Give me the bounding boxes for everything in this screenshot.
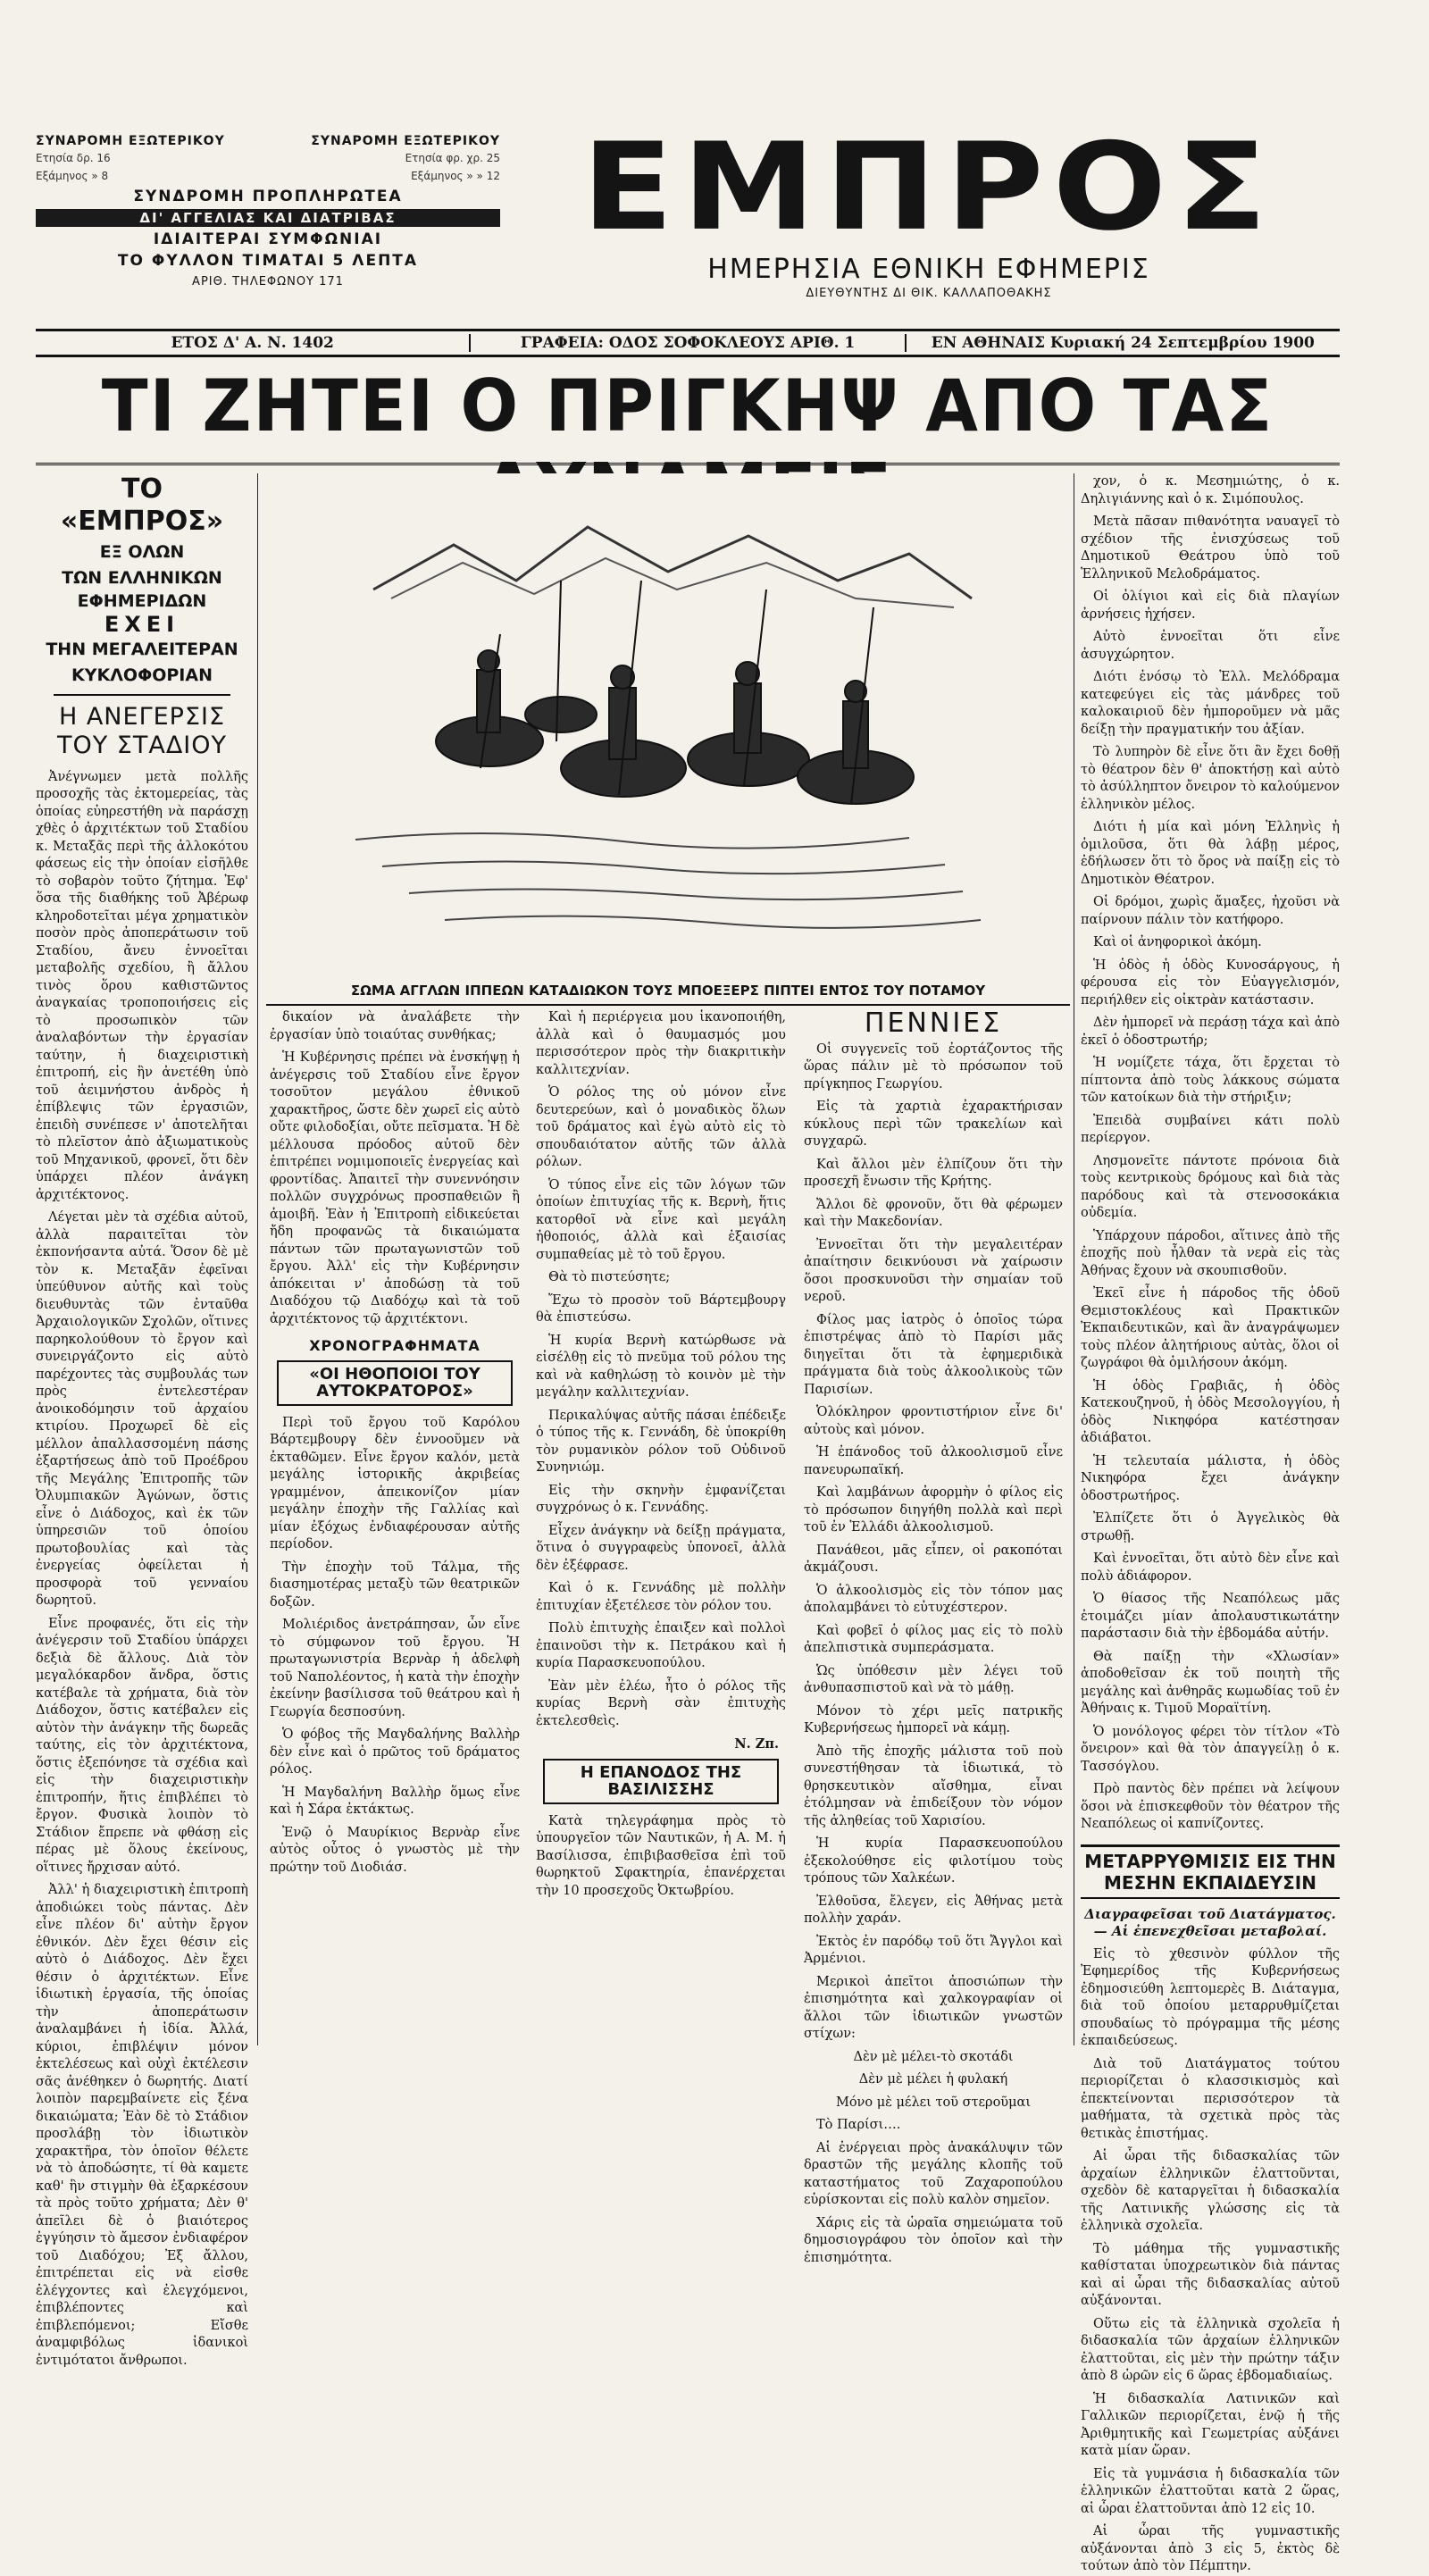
- article-title-pennies: ΠΕΝΝΙΕΣ: [864, 1008, 1003, 1039]
- verse-line: Μόνο μὲ μέλει τοῦ στεροῦμαι: [835, 2095, 1032, 2110]
- promo-line-2: ΕΞ ΟΛΩΝ: [99, 542, 185, 562]
- article-paragraph: Καὶ ἡ περιέργεια μου ἱκανοποιήθη, ἀλλὰ καὶ ὁ θαυμασμός μου περισσότερον πρὸς τὴν διακριτικὴν καλλιτεχνίαν.: [536, 1010, 786, 1077]
- article-paragraph: Ἡ Μαγδαλήνη Βαλλὴρ ὅμως εἶνε καὶ ἡ Σάρα ἐκτάκτως.: [270, 1785, 520, 1817]
- article-title-stadium: Η ΑΝΕΓΕΡΣΙΣ ΤΟΥ ΣΤΑΔΙΟΥ: [56, 702, 228, 759]
- article-subtitle-education-reform: Διαγραφεῖσαι τοῦ Διατάγματος. — Αἱ ἐπενεχθεῖσαι μεταβολαί.: [1084, 1905, 1336, 1939]
- illustration-area: [266, 473, 1070, 1000]
- subscription-domestic-label: ΣΥΝΑΡΟΜΗ ΕΞΩΤΕΡΙΚΟΥ: [36, 134, 225, 148]
- illustration-rule: [266, 1004, 1070, 1006]
- subscription-foreign-label: ΣΥΝΑΡΟΜΗ ΕΞΩΤΕΡΙΚΟΥ: [311, 134, 500, 148]
- article-paragraph: Τὸ μάθημα τῆς γυμναστικῆς καθίσταται ὑποχρεωτικὸν διὰ πάντας καὶ αἱ ὧραι τῆς διδασκαλίας αὐτοῦ αὐξάνονται.: [1081, 2241, 1340, 2308]
- promo-line-3: ΤΩΝ ΕΛΛΗΝΙΚΩΝ ΕΦΗΜΕΡΙΔΩΝ: [62, 568, 222, 611]
- article-paragraph: Μολιέριδος ἀνετράπησαν, ὧν εἶνε τὸ σύμφωνον τοῦ ἔργου. Ἡ πρωταγωνιστρία Βερνὰρ ἡ ἀδελφὴ τοῦ Ναπολέοντος, ἡ κατὰ τὴν ἐποχὴν ἐκείνην βασίλισσα τοῦ θεάτρου καὶ ἡ Γεωργία δεσποσύνη.: [270, 1618, 520, 1719]
- article-paragraph: Καὶ ἄλλοι μὲν ἐλπίζουν ὅτι τὴν προσεχῆ ἔνωσιν τῆς Κρήτης.: [804, 1157, 1063, 1189]
- author-signature: Ν. Ζπ.: [734, 1736, 779, 1752]
- article-paragraph: Καὶ λαμβάνων ἀφορμὴν ὁ φίλος εἰς τὸ πρόσωπον διηγήθη πολλὰ καὶ περὶ τοῦ ἐν Ἑλλάδι ἀλκοολισμοῦ.: [804, 1485, 1063, 1535]
- article-paragraph: Καὶ φοβεῖ ὁ φίλος μας εἰς τὸ πολὺ ἀπελπιστικὰ συμπεράσματα.: [804, 1623, 1063, 1655]
- article-paragraph: Πρὸ παντὸς δὲν πρέπει νὰ λείψουν ὅσοι νὰ ἐπισκεφθοῦν τὸν θέατρον τῆς Νεαπόλεως οἱ καπνίζοντες.: [1081, 1782, 1340, 1831]
- verse-line: Δὲν μὲ μέλει-τὸ σκοτάδι: [853, 2049, 1014, 2064]
- promo-line-4: ΕΧΕΙ: [104, 612, 180, 637]
- article-paragraph: Εἰς τὸ χθεσινὸν φύλλον τῆς Ἐφημερίδος τῆς Κυβερνήσεως ἐδημοσιεύθη λεπτομερὲς Β. Διάταγμα, διὰ τοῦ ὁποίου μεταρρυθμίζεται σπουδαίως τὸ πρόγραμμα τῆς μέσης ἐκπαιδεύσεως.: [1081, 1946, 1340, 2048]
- newspaper-subtitle: ΗΜΕΡΗΣΙΑ ΕΘΝΙΚΗ ΕΦΗΜΕΡΙΣ: [707, 254, 1150, 285]
- article-paragraph: Λησμονεῖτε πάντοτε πρόνοια διὰ τοὺς κεντρικοὺς δρόμους καὶ διὰ τὰς παρόδους καὶ τὰ στενοσοκάκια οὐδεμία.: [1081, 1153, 1340, 1220]
- subscription-box: [36, 134, 500, 289]
- phone-number: ΑΡΙΘ. ΤΗΛΕΦΩΝΟΥ 171: [192, 275, 344, 289]
- column-5: [1081, 473, 1340, 2573]
- article-paragraph: Πολὺ ἐπιτυχὴς ἐπαιξεν καὶ πολλοὶ ἐπαινοῦσι τὴν κ. Πετράκου καὶ ἡ κυρία Παρασκευοπούλου.: [536, 1621, 786, 1670]
- article-paragraph: Περικαλύψας αὐτῆς πάσαι ἐπέδειξε ὁ τύπος τῆς κ. Γεννάδη, δὲ ὑποκρίθη τὸν ρυμανικὸν ρόλον τοῦ Οὐδινοῦ Συνηνιώμ.: [536, 1408, 786, 1475]
- main-headline: ΤΙ ΖΗΤΕΙ Ο ΠΡΙΓΚΗΨ ΑΠΟ ΤΑΣ: [101, 364, 1274, 447]
- article-paragraph: Εἰς τὰ γυμνάσια ἡ διδασκαλία τῶν ἑλληνικῶν ἐλαττοῦται κατὰ 2 ὥρας, αἱ ὧραι ἐλαττοῦνται ἀπὸ 12 εἰς 10.: [1081, 2466, 1340, 2516]
- article-paragraph: Περὶ τοῦ ἔργου τοῦ Καρόλου Βάρτεμβουργ δὲν ἐννοοῦμεν νὰ ἐκταθῶμεν. Εἶνε ἔργον καλόν, μετὰ μεγάλης ἱστορικῆς ἀκριβείας γραμμένον, ἀπεικονίζον μίαν μεγάλην ἐποχὴν τῆς Γαλλίας καὶ μίαν ἐξόχως ἐνδιαφέρουσαν αὐτῆς περίοδον.: [270, 1415, 520, 1551]
- article-paragraph: Ὁ θίασος τῆς Νεαπόλεως μᾶς ἐτοιμάζει μίαν ἀπολαυστικωτάτην παράστασιν διὰ τὴν ἑβδομάδα αὐτήν.: [1081, 1592, 1340, 1641]
- article-paragraph: Αἱ ὧραι τῆς διδασκαλίας τῶν ἀρχαίων ἑλληνικῶν ἐλαττοῦνται, σχεδὸν δὲ καταργεῖται ἡ διδασκαλία τῆς Λατινικῆς γλώσσης εἰς τὰ ἑλληνικὰ σχολεῖα.: [1081, 2149, 1340, 2233]
- article-paragraph: Αὐτὸ ἐννοεῖται ὅτι εἶνε ἀσυγχώρητον.: [1081, 630, 1340, 662]
- article-paragraph: Ἐλθοῦσα, ἔλεγεν, εἰς Ἀθήνας μετὰ πολλὴν χαράν.: [804, 1894, 1063, 1926]
- article-paragraph: Ἐλπίζετε ὅτι ὁ Ἀγγελικὸς θὰ στρωθῇ.: [1081, 1511, 1340, 1543]
- article-paragraph: Ὡς ὑπόθεσιν μὲν λέγει τοῦ ἀνθυπασπιστοῦ καὶ νὰ τὸ μάθῃ.: [804, 1663, 1063, 1695]
- divider: [54, 694, 230, 696]
- article-paragraph: Ἄλλοι δὲ φρονοῦν, ὅτι θὰ φέρωμεν καὶ τὴν Μακεδονίαν.: [804, 1197, 1063, 1229]
- article-paragraph: Ἀνέγνωμεν μετὰ πολλῆς προσοχῆς τὰς ἐκτομερείας, τὰς ὁποίας εὐηρεστήθη νὰ παράσχῃ χθὲς ὁ ἀρχιτέκτων τοῦ Σταδίου κ. Μεταξᾶς περὶ τῆς ἀλλοκότου φάσεως εἰς τὴν ὁποίαν εἰσῆλθε τὸ σοβαρὸν τοῦτο ζήτημα. Ἐφ' ὅσα τῆς διαθήκης τοῦ Ἀβέρωφ κληροδοτεῖται μέγα χρηματικὸν ποσὸν πρὸς ἀποπεράτωσιν τοῦ Σταδίου, ἄνευ ἐννοεῖται μεταβολῆς σχεδίου, ἢ ἄλλου τινὸς ὅρου καθιστῶντος ἀναγκαίας τροποποιήσεις εἰς τὸ προσωπικὸν τῶν ἀναλαβόντων τὴν ἐργασίαν ταύτην, ἡ διαχειριστικὴ ἐπιτροπή, εἰς ἣν ἀνετέθη ὑπὸ τοῦ ἀειμνήστου ἀνδρὸς ἡ ἐπίβλεψις τῶν ἐργασιῶν, ἐπειδὴ συνέπεσε ν' ἀποτελῆται τὸ πλεῖστον ἀπὸ ἀξιωματικοὺς τοῦ Μηχανικοῦ, φρονεῖ, ὅτι δὲν ὑπάρχει πλέον ἀνάγκη ἀρχιτέκτονος.: [36, 769, 248, 1202]
- article-paragraph: Οἱ δρόμοι, χωρὶς ἄμαξες, ἠχοῦσι νὰ παίρνουν πάλιν τὸν κατήφορο.: [1081, 895, 1340, 927]
- article-paragraph: Ἐὰν μὲν ἐλέω, ἦτο ὁ ρόλος τῆς κυρίας Βερνὴ σὰν ἐπιτυχὴς ἐκτελεσθεὶς.: [536, 1678, 786, 1728]
- article-paragraph: δικαίον νὰ ἀναλάβετε τὴν ἐργασίαν ὑπὸ τοιαύτας συνθήκας;: [270, 1010, 520, 1042]
- article-paragraph: Τὸ Παρίσι….: [816, 2118, 901, 2132]
- column-4: [804, 1008, 1063, 2265]
- article-paragraph: Θὰ παίξῃ τὴν «Χλωσίαν» ἀποδοθεῖσαν ἐκ τοῦ ποιητὴ τῆς μεγάλης καὶ ἀνθηρᾶς κωμωδίας τοῦ ἐν Ἀθήναις κ. Τιμοῦ Μοραϊτίνη.: [1081, 1649, 1340, 1716]
- article-paragraph: Οὕτω εἰς τὰ ἑλληνικὰ σχολεῖα ἡ διδασκαλία τῶν ἀρχαίων ἑλληνικῶν ἐλαττοῦται, εἰς μὲν τὴν πρώτην τάξιν ἀπὸ 8 ὡρῶν εἰς 6 ὥρας ἑβδομαδιαίως.: [1081, 2316, 1340, 2383]
- article-paragraph: Καὶ ἐννοεῖται, ὅτι αὐτὸ δὲν εἶνε καὶ πολὺ ἀδιάφορον.: [1081, 1551, 1340, 1584]
- issue-price: ΤΟ ΦΥΛΛΟΝ ΤΙΜΑΤΑΙ 5 ΛΕΠΤΑ: [117, 252, 419, 270]
- article-paragraph: Αἱ ἐνέργειαι πρὸς ἀνακάλυψιν τῶν δραστῶν τῆς μεγάλης κλοπῆς τοῦ καταστήματος τοῦ Ζαχαροπούλου εὑρίσκονται εἰς πολὺ καλὸν σημεῖον.: [804, 2140, 1063, 2207]
- article-paragraph: Τὸ λυπηρὸν δὲ εἶνε ὅτι ἂν ἔχει δοθῇ τὸ θέατρον δὲν θ' ἀποκτήσῃ καὶ αὐτὸ τὸ ἀσύλληπτον ὄνειρον τὸ καλούμενον ἑλληνικὸν μέλος.: [1081, 745, 1340, 812]
- article-paragraph: Ὁ φόβος τῆς Μαγδαλήνης Βαλλὴρ δὲν εἶνε καὶ ὁ πρῶτος τοῦ δράματος ρόλος.: [270, 1727, 520, 1777]
- article-title-queen-return: Η ΕΠΑΝΟΔΟΣ ΤΗΣ ΒΑΣΙΛΙΣΣΗΣ: [543, 1759, 779, 1804]
- special-agreements: ΙΔΙΑΙΤΕΡΑΙ ΣΥΜΦΩΝΙΑΙ: [153, 230, 383, 248]
- article-paragraph: Ἡ νομίζετε τάχα, ὅτι ἔρχεται τὸ πίπτοντα ἀπὸ τοὺς λάκκους σώματα τῶν κατοίκων διὰ τὴν στήριξιν;: [1081, 1056, 1340, 1105]
- article-paragraph: Διὰ τοῦ Διατάγματος τούτου περιορίζεται ὁ κλασσικισμὸς καὶ ἐπεκτείνονται περισσότερον τὰ μαθήματα, τὰ σχετικὰ πρὸς τὰς θετικὰς ἐπιστήμας.: [1081, 2056, 1340, 2141]
- director-line: ΔΙΕΥΘΥΝΤΗΣ ΔΙ ΘΙΚ. ΚΑΛΛΑΠΟΘΑΚΗΣ: [806, 287, 1052, 300]
- article-paragraph: Ἡ τελευταία μάλιστα, ἡ ὁδὸς Νικηφόρα ἔχει ἀνάγκην ὁδοστρωτήρος.: [1081, 1453, 1340, 1503]
- article-paragraph: Ἀλλ' ἡ διαχειριστικὴ ἐπιτροπὴ ἀποδιώκει τοὺς πάντας. Δὲν εἶνε πλέον δι' αὐτὴν ἔργον ἐθνικόν. Δὲν ἔχει θέσιν εἰς αὐτὸ ὁ Διάδοχος. Δὲν ἔχει θέσιν ὁ ἀρχιτέκτων. Εἶνε ἰδιωτικὴ ἐργασία, τῆς ὁποίας τὴν ἀποπεράτωσιν ἀναλαμβάνει ἡ ἰδία. Ἀλλά, κύριοι, ἐπιβλέψιν μόνον ἐκτελέσεως καὶ οὐχὶ ἐκτέλεσιν σᾶς ἀνέθηκεν ὁ δωρητής. Διατί λοιπὸν παρεμβαίνετε εἰς ξένα δικαιώματα; Ἐὰν δὲ τὸ Στάδιον προσλάβῃ τὸν ἰδιωτικὸν χαρακτῆρα, τὸν ὁποῖον θέλετε νὰ τὸ ἀποδώσητε, τί θὰ καμετε καθ' ἣν στιγμὴν θὰ ἐξαρκέσουν τὰ πρὸς τοῦτο χρήματα; Δὲν θ' ἀπεῖλει δὲ ὁ βιαιότερος ἐγγύησιν τὸ ἄμεσον ἐνδιαφέρον τοῦ Διαδόχου; Ἐξ ἄλλου, ἐπιτρέπεται εἰς νὰ εἰσθε ἐλέγχοντες καὶ ἐλεγχόμενοι, ἐπιβλέποντες καὶ ἐπιβλεπόμενοι; Εἴσθε ἀναμφιβόλως ἰδανικοὶ ἐντιμότατοι ἄνθρωποι.: [36, 1883, 248, 2368]
- article-paragraph: Ἐννοεῖται ὅτι τὴν μεγαλειτέραν ἀπαίτησιν δεικνύουσι νὰ χαίρωσιν ὅσοι προσκυνοῦσι τὴν σημαίαν τοῦ νεροῦ.: [804, 1237, 1063, 1304]
- newspaper-logo: [518, 117, 1340, 300]
- price-annual-foreign: Ετησία φρ. χρ. 25: [405, 152, 500, 164]
- article-paragraph: Καὶ οἱ ἀνηφορικοὶ ἀκόμη.: [1093, 935, 1262, 949]
- dateline-bar: [36, 329, 1340, 357]
- article-paragraph: Κατὰ τηλεγράφημα πρὸς τὸ ὑπουργεῖον τῶν Ναυτικῶν, ἡ Α. Μ. ἡ Βασίλισσα, ἐπιβιβασθεῖσα ἐπὶ τοῦ θωρηκτοῦ Σφακτηρία, ἐπανέρχεται τὴν 10 προσεχοῦς Ὀκτωβρίου.: [536, 1813, 786, 1898]
- article-paragraph: Αἱ ὧραι τῆς γυμναστικῆς αὐξάνονται ἀπὸ 3 εἰς 5, ἐκτὸς δὲ τούτων ἀπὸ τὸν Πέμπτην.: [1081, 2524, 1340, 2573]
- section-chronicles: ΧΡΟΝΟΓΡΑΦΗΜΑΤΑ: [309, 1337, 481, 1354]
- article-paragraph: Οἱ ὀλίγιοι καὶ εἰς διὰ πλαγίων ἀρνήσεις ἠχήσεν.: [1081, 590, 1340, 622]
- article-paragraph: Ὁ ρόλος της οὐ μόνον εἶνε δευτερεύων, καὶ ὁ μοναδικὸς ὅλων τοῦ δράματος καὶ ἐγὼ αὐτὸ εἰς τὸ σπουδαιότατον αὐτῆς τῶν ἀλλὰ ρόλων.: [536, 1085, 786, 1169]
- article-paragraph: Θὰ τὸ πιστεύσητε;: [548, 1270, 671, 1284]
- article-paragraph: Ὁ μονόλογος φέρει τὸν τίτλον «Τὸ ὄνειρον» καὶ θὰ τὸν ἀπαγγείλῃ ὁ κ. Τασσόγλου.: [1081, 1724, 1340, 1774]
- article-paragraph: Εἶχεν ἀνάγκην νὰ δείξῃ πράγματα, ὅτινα ὁ συγγραφεὺς ὑπονοεῖ, ἀλλὰ δὲν ἐξέφρασε.: [536, 1523, 786, 1573]
- article-paragraph: Ἐκεῖ εἶνε ἡ πάροδος τῆς ὁδοῦ Θεμιστοκλέους καὶ Πρακτικῶν Ἐκπαιδευτικῶν, καὶ ἂν ἀναγράψωμεν τοὺς πλέον ἀλητήριους αὐτὰς, ὅλοι οἱ ζωγράφοι θὰ ὁμιλήσουν ἀκόμη.: [1081, 1286, 1340, 1370]
- office-address: ΓΡΑΦΕΙΑ: ΟΔΟΣ ΣΟΦΟΚΛΕΟΥΣ ΑΡΙΘ. 1: [471, 334, 906, 352]
- article-paragraph: Ἔχω τὸ προσὸν τοῦ Βάρτεμβουργ θὰ ἐπιστεύσω.: [536, 1292, 786, 1325]
- article-paragraph: Εἰς τὰ χαρτιὰ ἐχαρακτήρισαν κύκλους περὶ τῶν τρακελίων καὶ συγχαρῶ.: [804, 1100, 1063, 1149]
- article-paragraph: Εἰς τὴν σκηνὴν ἐμφανίζεται συγχρόνως ὁ κ. Γεννάδης.: [536, 1483, 786, 1515]
- column-1: [36, 473, 248, 2368]
- article-paragraph: Φίλος μας ἰατρὸς ὁ ὁποῖος τώρα ἐπιστρέψας ἀπὸ τὸ Παρίσι μᾶς διηγεῖται ὅτι τὰ ἐφημεριδικὰ πράγματα διὰ τοὺς ἀλκοολικοὺς τῶν Παρισίων.: [804, 1312, 1063, 1397]
- article-paragraph: Μόνον τὸ χέρι μεῖς πατρικῆς Κυβερνήσεως ἠμπορεῖ νὰ κάμῃ.: [804, 1703, 1063, 1735]
- article-paragraph: Καὶ ὁ κ. Γεννάδης μὲ πολλὴν ἐπιτυχίαν ἐξετέλεσε τὸν ρόλον του.: [536, 1581, 786, 1613]
- article-paragraph: Δὲν ἠμπορεῖ νὰ περάσῃ τάχα καὶ ἀπὸ ἐκεῖ ὁ ὁδοστρωτήρ;: [1081, 1016, 1340, 1048]
- article-paragraph: Χάρις εἰς τὰ ὡραῖα σημειώματα τοῦ δημοσιογράφου τὸν ὁποῖον καὶ τὴν ἐπισημότητα.: [804, 2215, 1063, 2265]
- price-annual-domestic: Ετησία δρ. 16: [36, 152, 111, 164]
- article-paragraph: Ἡ διδασκαλία Λατινικῶν καὶ Γαλλικῶν περιορίζεται, ἐνῷ ἡ τῆς Ἀριθμητικῆς καὶ Γεωμετρίας αὐξάνει κατὰ μίαν ὥραν.: [1081, 2391, 1340, 2458]
- article-paragraph: Διότι ἡ μία καὶ μόνη Ἑλληνὶς ἡ ὁμιλοῦσα, ὅτι θὰ λάβῃ μέρος, ἐδήλωσεν ὅτι τὸ ὄρος νὰ παίξῃ εἰς τὸ Δημοτικὸν Θέατρον.: [1081, 820, 1340, 887]
- masthead: [36, 117, 1340, 326]
- promo-line-1: ΤΟ «ΕΜΠΡΟΣ»: [60, 473, 224, 537]
- ads-note: ΔΙ' ΑΓΓΕΛΙΑΣ ΚΑΙ ΔΙΑΤΡΙΒΑΣ: [36, 209, 500, 227]
- prepay-note: ΣΥΝΔΡΟΜΗ ΠΡΟΠΛΗΡΩΤΕΑ: [133, 188, 403, 205]
- article-paragraph: Ἐπειδὰ συμβαίνει κάτι πολὺ περίεργον.: [1081, 1113, 1340, 1145]
- column-3: [536, 1009, 786, 2045]
- article-paragraph: Μερικοὶ ἀπεῖτοι ἀποσιώπων τὴν ἐπισημότητα καὶ χαλκογραφίαν οἱ ἄλλοι τῶν ἰδιωτικῶν γνωστῶν στίχων:: [804, 1974, 1063, 2041]
- article-paragraph: Λέγεται μὲν τὰ σχέδια αὐτοῦ, ἀλλὰ παραιτεῖται τὸν ἐκπονήσαντα αὐτά. Ὅσον δὲ μὲ τὸν κ. Μεταξᾶν ἐφεῖναι ὑπεύθυνον αὐτῆς καὶ τοὺς διευθυντὰς τῶν ἐνταῦθα Ἀρχαιολογικῶν Σχολῶν, οἵτινες παρηκολούθουν τὸ ἔργον καὶ συνειργάζοντο εἰς αὐτὸ παρέχοντες τὰς συμβουλάς των πρὸς ἐντελεστέραν ἀνοικοδόμησιν τοῦ ἀρχαίου κτιρίου. Προχωρεῖ δὲ εἰς μέλλον ἀπαλλασσομένη πάσης ἐξαρτήσεως ἀπὸ τοῦ Προέδρου τῆς Μεγάλης Ἐπιτροπῆς τῶν Ὀλυμπιακῶν Ἀγώνων, ὅστις εἶνε ὁ Διάδοχος, καὶ ἐκ τῶν ὑπηρεσιῶν τοῦ ὁποίου πρωτοβουλίας καὶ τὰς ἐνεργείας ὀφείλεται ἡ προσφορὰ τοῦ γενναίου δωρητοῦ.: [36, 1210, 248, 1608]
- article-paragraph: Ἡ κυρία Παρασκευοπούλου ἐξεκολούθησε εἰς φιλοτίμου τοὺς τρόπους τῶν Χαλκέων.: [804, 1836, 1063, 1886]
- article-paragraph: Πανάθεοι, μᾶς εἶπεν, οἱ ρακοπόται ἀκμάζουσι.: [804, 1543, 1063, 1575]
- issue-number: ΕΤΟΣ Δ' Α. Ν. 1402: [36, 334, 471, 352]
- article-paragraph: Ὁλόκληρον φροντιστήριον εἶνε δι' αὐτοὺς καὶ μόνον.: [804, 1405, 1063, 1437]
- circulation-promo: [36, 473, 248, 696]
- article-paragraph: Ὁ ἀλκοολισμὸς εἰς τὸν τόπον μας ἀπολαμβάνει τὸ εὐτυχέστερον.: [804, 1583, 1063, 1615]
- price-half-domestic: Εξάμηνος » 8: [36, 170, 109, 182]
- article-paragraph: Ἡ ὁδὸς ἡ ὁδὸς Κυνοσάργους, ἡ φέρουσα εἰς τὸν Εὐαγγελισμόν, περιήλθεν εἰς οἰκτρὰν κατάστασιν.: [1081, 958, 1340, 1008]
- promo-line-6: ΚΥΚΛΟΦΟΡΙΑΝ: [71, 665, 213, 685]
- promo-line-5: ΤΗΝ ΜΕΓΑΛΕΙΤΕΡΑΝ: [46, 639, 238, 659]
- column-divider: [257, 473, 258, 2045]
- article-paragraph: Εἶνε προφανές, ὅτι εἰς τὴν ἀνέγερσιν τοῦ Σταδίου ὑπάρχει δεξιὰ δὲ ἄλλους. Διὰ τὸν μεγαλόκαρδον ἄνδρα, ὅστις κατέβαλε τὰ χρήματα, διὰ τὸν Διάδοχον, ὅστις κατέβαλεν εἰς αὐτὸν τὴν ἀνάγκην τῆς δωρεᾶς ταύτης, εἰς τὸν ἀρχιτέκτονα, ὅστις ἐξεπόνησε τὰ σχέδια καὶ εἰς τὴν διαχειριστικὴν ἐπιτροπήν, ἥτις ἐπιβλέπει τὸ ἔργον. Φυσικὰ λοιπὸν τὸ Στάδιον ἔπρεπε νὰ φθάσῃ εἰς πέρας μὲ ὅλους ἐκείνους, οἵτινες ἤρχισαν αὐτό.: [36, 1616, 248, 1875]
- article-paragraph: Ἡ κυρία Βερνὴ κατώρθωσε νὰ εἰσέλθῃ εἰς τὸ πνεῦμα τοῦ ρόλου της καὶ νὰ καθηλώσῃ τὸ κοινὸν μὲ τὴν μεγάλην καλλιτεχνίαν.: [536, 1333, 786, 1400]
- article-paragraph: Ἡ ὁδὸς Γραβιᾶς, ἡ ὁδὸς Κατεκουζηνοῦ, ἡ ὁδὸς Μεσολογγίου, ἡ ὁδὸς Νικηφόρα κατέστησαν ἀδιάβατοι.: [1081, 1378, 1340, 1445]
- article-paragraph: Ὁ τύπος εἶνε εἰς τῶν λόγων τῶν ὁποίων ἐπιτυχίας τῆς κ. Βερνὴ, ἥτις κατορθοῖ νὰ εἶνε καὶ μεγάλη ἠθοποιός, ἀλλὰ καὶ ἐξαισίας συμπαθείας μὲ τὸ τοῦ ἔργου.: [536, 1177, 786, 1262]
- headline-rule: [36, 463, 1340, 465]
- article-paragraph: Ὑπάρχουν πάροδοι, αἵτινες ἀπὸ τῆς ἐποχῆς ποὺ ἦλθαν τὰ νερὰ εἰς τὰς Ἀθήνας ἔχουν νὰ σκουπισθοῦν.: [1081, 1228, 1340, 1278]
- newspaper-title: ΕΜΠΡΟΣ: [581, 117, 1276, 258]
- article-paragraph: Διότι ἐνόσῳ τὸ Ἑλλ. Μελόδραμα κατεφεύγει εἰς τὰς μάνδρες τοῦ καλοκαιριοῦ δὲν ἠμποροῦμεν νὰ μᾶς δείξῃ τὴν πραγματικήν του ἀξίαν.: [1081, 670, 1340, 737]
- illustration-caption: ΣΩΜΑ ΑΓΓΛΩΝ ΙΠΠΕΩΝ ΚΑΤΑΔΙΩΚΟΝ ΤΟΥΣ ΜΠΟΕΞΕΡΣ ΠΙΠΤΕΙ ΕΝΤΟΣ ΤΟΥ ΠΟΤΑΜΟΥ: [350, 983, 986, 999]
- article-paragraph: Ἐνῷ ὁ Μαυρίκιος Βερνὰρ εἶνε αὐτὸς οὗτος ὁ γνωστὸς μὲ τὴν πρώτην τοῦ Διοδιάσ.: [270, 1825, 520, 1875]
- article-title-education-reform: ΜΕΤΑΡΡΥΘΜΙΣΙΣ ΕΙΣ ΤΗΝ ΜΕΣΗΝ ΕΚΠΑΙΔΕΥΣΙΝ: [1081, 1844, 1340, 1899]
- price-half-foreign: Εξάμηνος » » 12: [411, 170, 500, 182]
- cavalry-river-illustration: [266, 473, 1070, 974]
- article-paragraph: Τὴν ἐποχὴν τοῦ Τάλμα, τῆς διασημοτέρας μεταξὺ τῶν θεατρικῶν δοξῶν.: [270, 1560, 520, 1610]
- article-paragraph: Ἡ Κυβέρνησις πρέπει νὰ ἐνσκήψῃ ἡ ἀνέγερσις τοῦ Σταδίου εἶνε ἔργον τοσοῦτον μεγάλου ἐθνικοῦ χαρακτῆρος, ὥστε δὲν χωρεῖ εἰς αὐτὸ οὔτε φιλοδοξίαι, οὔτε πεῖσματα. Ἡ δὲ μέλλουσα πρόοδος αὐτοῦ δὲν ἐπιτρέπει νομιμοποιεῖς ἐνεργείας καὶ φροντίδας. Ἀπαιτεῖ τὴν συνεννόησιν πολλῶν συγχρόνως προσπαθειῶν ἢ ἀμοιβῆ. Ἐὰν ἡ Ἐπιτροπὴ εἰδικεύεται ἤδη προφανῶς τὰ δικαιώματα πάντων τῶν πρωταγωνιστῶν τοῦ ἔργου. Ἀλλ' εἰς τὴν Κυβέρνησιν ἀπόκειται ν' ἀποδώσῃ τὰ τοῦ Διαδόχου τῷ Διαδόχῳ καὶ τὰ τοῦ ἀρχιτέκτονος τῷ ἀρχιτέκτονι.: [270, 1050, 520, 1326]
- newspaper-page: [36, 0, 1340, 2573]
- article-paragraph: Μετὰ πᾶσαν πιθανότητα ναυαγεῖ τὸ σχέδιον τῆς ἐνισχύσεως τοῦ Δημοτικοῦ Θεάτρου ὑπὸ τοῦ Ἑλληνικοῦ Μελοδράματος.: [1081, 514, 1340, 581]
- column-2: [270, 1009, 520, 2045]
- article-title-actors: «ΟΙ ΗΘΟΠΟΙΟΙ ΤΟΥ ΑΥΤΟΚΡΑΤΟΡΟΣ»: [277, 1360, 513, 1406]
- article-paragraph: Οἱ συγγενεῖς τοῦ ἐορτάζοντος τῆς ὥρας πάλιν μὲ τὸ πρόσωπον τοῦ πρίγκηπος Γεωργίου.: [804, 1041, 1063, 1091]
- article-paragraph: Ἡ ἐπάνοδος τοῦ ἀλκοολισμοῦ εἶνε πανευρωπαϊκή.: [804, 1445, 1063, 1477]
- verse-line: Δὲν μὲ μέλει ἡ φυλακή: [858, 2072, 1008, 2087]
- article-paragraph: χον, ὁ κ. Μεσημιώτης, ὁ κ. Δηλιγιάννης καὶ ὁ κ. Σιμόπουλος.: [1081, 474, 1340, 506]
- issue-date: ΕΝ ΑΘΗΝΑΙΣ Κυριακή 24 Σεπτεμβρίου 1900: [931, 334, 1315, 352]
- article-paragraph: Ἐκτὸς ἐν παρόδῳ τοῦ ὅτι Ἄγγλοι καὶ Ἀρμένιοι.: [804, 1934, 1063, 1966]
- article-paragraph: Ἀπὸ τῆς ἐποχῆς μάλιστα τοῦ ποὺ συνεστήθησαν τὰ ἰδιωτικά, τὸ θρησκευτικὸν αἴσθημα, εἶναι ἐτόλμησαν νὰ ἐπιδείξουν τὸν νόμον τῆς ἀληθείας τοῦ Χαρισίου.: [804, 1744, 1063, 1828]
